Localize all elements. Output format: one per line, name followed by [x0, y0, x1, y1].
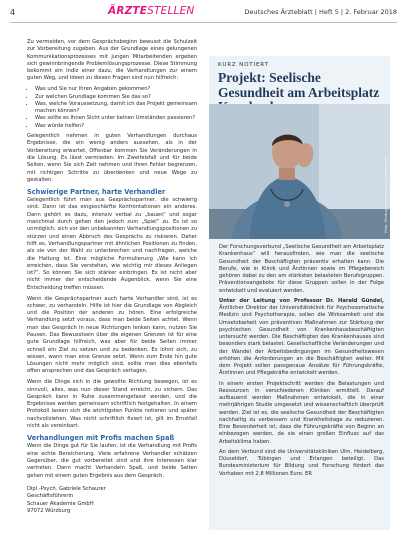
paragraph: An dem Verbund sind die Universitätskliniken Ulm, Heidelberg, Düsseldorf, Tübingen und Erlangen beteiligt. Das Bundesministerium für Bildung und Forschung fördert das Vorhaben mit 2,8 Millionen Euro. ER	[219, 448, 384, 477]
page-number: 4	[10, 8, 16, 17]
logo-main: ÄRZTE	[108, 5, 148, 17]
question-list	[27, 86, 197, 130]
paragraph: Zu vermeiden, vor dem Gesprächsbeginn bewusst die Schulzeit zur Vorbereitung zugeben. Aus der Grundlage eines gelungenen Kommunikationsprozesses mit jungen Mitarbeitenden ergeben sich gewinnbringende Problemlösungsprozesse. Diese Stimmung bekommt ein Indiz einer dazu, die Verhandlungen zur einem guten Weg, und Ideen zu diesen Fragen sind nun hilfreich:	[27, 39, 197, 82]
paragraph: Der Forschungsverbund „Seelische Gesundheit am Arbeitsplatz Krankenhaus“ will herausfinden, wie man die seelische Gesundheit der Beschäftigten präventiv erhalten kann. Die Berufe, wie in Klinik und Ärztinnen sowie im Pflegebereich gehören dabei zu den am stärksten belasteten Berufsgruppen. Präventionsangebote für diese Gruppen sollen in der Folge entwickelt und evaluiert werden.	[219, 244, 384, 294]
signature-line: Schauer Akademie GmbH	[27, 500, 94, 507]
box-kicker: KURZ NOTIERT	[218, 62, 269, 68]
paragraph: Gelegentlich nehmen in guten Verhandlungen durchaus Ergebnisse, die ein wenig anders aussehen, als in der Vorbereitung erwartet. Offenbar kommen Sie Veränderungen in die Lösung. Es lässt vermieden: Im Zweifelsfall und für beide Seiten, wenn Sie sich Zeit nehmen und Ihren Fehler begrenzen, mit richtigen Schritte zu überdenken und neue Wege zu gestalten.	[27, 133, 197, 183]
list-item: • Was und Sie nur Ihren Angaben gekommen?	[35, 86, 197, 93]
paragraph	[219, 298, 384, 378]
list-item: • Was sollte es Ihnen Sicht unter keinen Umständen passieren?	[35, 115, 197, 122]
article-column	[27, 39, 197, 516]
photo-credit: Foto: Photographee.eu/stock.adobe.com	[383, 156, 388, 233]
article-photo	[209, 104, 390, 239]
news-box	[209, 56, 390, 530]
paragraph: Gelegentlich führt man aus Gesprächspartner, die schwierig sind. Dann ist das eingeschärfte Konfrontationen ein anderes. Dann gehört es dazu, intensiv verbal zu „bauen“ und sogar manchmal durch gehen den jedoch zum „Spiel“ zu. Es ist so unmöglich, sich vor den unbekannten Verhandlungspositionen zu stürzen und einen Abbruch des Gesprächs zu riskieren. Daher hilft es, Verhandlungspartner mit ähnlichen Positionen zu finden, als sie von der Wahl zu unterbrechen und nachfragen, welche die Haltung ist. Eine mögliche Formulierung „Wie kann ich erreichen, dass Sie verstehen, wie wichtig mir dieses Anliegen ist?“. So können Sie sich stärker einbringen. Es ist nicht aber nicht immer der entscheidende Augenblick, wenn Sie eine Entscheidung treffen müssen.	[27, 197, 197, 291]
signature-line: Dipl.-Psych. Gabriele Schaurer	[27, 485, 106, 492]
box-title: Projekt: Seelische Gesundheit am Arbeitsplatz	[218, 70, 380, 100]
box-body	[219, 244, 384, 481]
logo-sub: STELLEN	[147, 5, 195, 17]
signature-line: 97072 Würzburg	[27, 508, 71, 515]
section-logo	[108, 5, 194, 17]
paragraph: Wenn die Gesprächspartner auch harte Verhandler sind, ist es schwer, zu verhandeln. Hilfe ist hier die Grundlage von Abgleich und die Position der anderen zu hören. Eine erfolgreiche Verhandlung setzt voraus, dass man beide Seiten achtet. Wenn man das Gespräch in neue Richtungen lenken kann, nutzen Sie Pausen. Das Bewusstsein über die eigenen Grenzen ist für eine gute Grundlage hilfreich, was aber für beide Seiten immer schnell ein Ziel zu setzen und zu bedenken. Es lohnt sich, zu wissen, wann man eine Grenze setzt. Wenn zum Ende hin gute Lösungen nicht mehr möglich sind, sollte man dies ebenfalls offen ansprechen und das Gespräch vertagen.	[27, 295, 197, 375]
page-header	[10, 5, 397, 23]
subheading: Verhandlungen mit Profis machen Spaß	[27, 434, 175, 443]
issue-info: Deutsches Ärzteblatt | Heft 5 | 2. Februar 2018	[244, 8, 397, 16]
author-signature	[27, 486, 197, 516]
list-item: • Was würde helfen?	[35, 123, 197, 130]
signature-line: Geschäftsführerin	[27, 493, 74, 500]
lead-author: Unter der Leitung von Professor Dr. Harald Gündel,	[219, 297, 384, 304]
list-item: • Zur welchen Grundlage kommen Sie das so?	[35, 94, 197, 101]
paragraph: Wenn die Dinge sich in die gewollte Richtung bewegen, ist es sinnvoll, alles, was nun dieser Stand erreicht, zu sichern. Das Gespräch kann in Ruhe zusammengefasst werden, und die Ergebnisse werden gemeinsam schriftlich festgehalten. In einem Protokoll lassen sich die wichtigsten Punkte notieren und später nachvollziehen. Was nicht schriftlich fixiert ist, gilt im Ernstfall nicht als vereinbart.	[27, 379, 197, 430]
stressed-doctor-illustration	[209, 104, 390, 239]
paragraph: Wenn die Dinge gut für Sie laufen, ist die Verhandlung mit Profis eine echte Bereicherung. Viele erfahrene Verhandler schätzen Gegenüber, die gut vorbereitet sind und ihre Interessen klar vertreten. Dann macht Verhandeln Spaß, und beide Seiten gehen mit einem guten Ergebnis aus dem Gespräch.	[27, 443, 197, 479]
list-item: • Was, welche Voraussetzung, damit ich das Projekt gemeinsam machen können?	[35, 101, 197, 116]
paragraph: In einem ersten Projektschritt werden die Belastungen und Ressourcen in verschiedenen Kliniken ermittelt. Darauf aufbauend werden Maßnahmen entwickelt, die in einer mehrjährigen Studie umgesetzt und wissenschaftlich überprüft werden. Ziel ist es, die seelische Gesundheit der Beschäftigten nachhaltig zu verbessern und Krankheitstage zu reduzieren. Eine Besonderheit ist, dass die Führungskräfte von Beginn an einbezogen werden, da sie einen großen Einfluss auf das Arbeitsklima haben.	[219, 380, 384, 445]
paragraph-text: Ärztlicher Direktor der Universitätsklinik für Psychosomatische Medizin und Psychotherapie, sollen die Wirksamkeit und die Umsetzbarkeit von präventiven Maßnahmen zur Stärkung der psychischen Gesundheit von Krankenhausbeschäftigten untersucht werden. Die Beschäftigten des Krankenhauses sind besonders stark belastet. Gesellschaftliche Veränderungen und der Wandel der Arbeitsbedingungen im Gesundheitswesen erhöhen die Anforderungen an die Beschäftigten weiter. Mit dem Projekt sollen passgenaue Ansätze für Führungskräfte, Ärztinnen und Pflegekräfte entwickelt werden.	[219, 305, 384, 377]
subheading: Schwierige Partner, harte Verhandler	[27, 188, 166, 197]
